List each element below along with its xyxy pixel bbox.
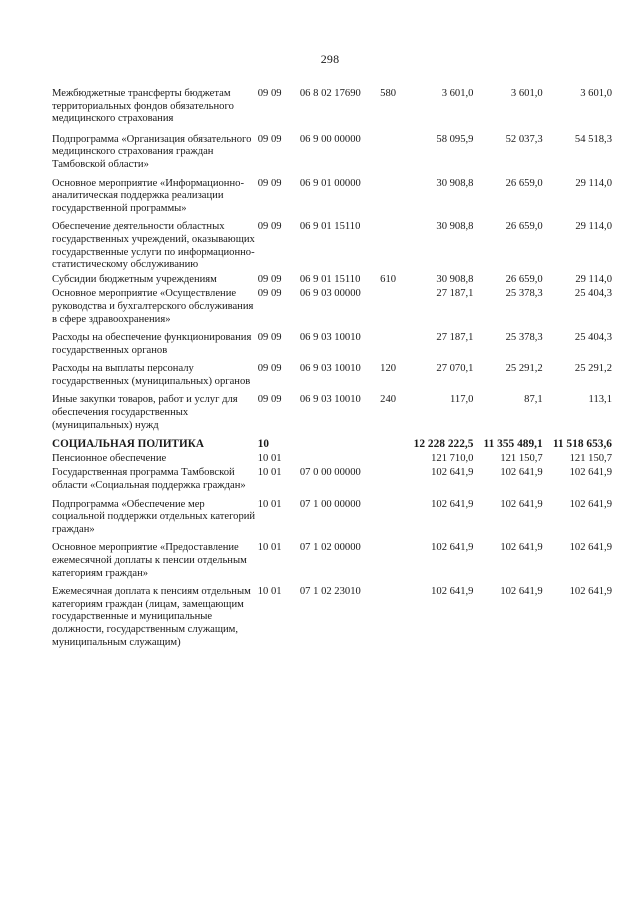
amount-year-3: 25 404,3 [574, 332, 612, 344]
expense-type-code [380, 178, 404, 222]
expense-type-code [380, 499, 404, 543]
amount-year-2: 26 659,0 [505, 177, 543, 189]
amount-year-1: 27 187,1 [436, 332, 474, 344]
expense-type-code [380, 467, 404, 498]
expense-type-code [380, 134, 404, 178]
amount-year-2: 25 378,3 [505, 332, 543, 344]
amount-year-3: 102 641,9 [569, 498, 612, 510]
expense-type-code [380, 221, 404, 273]
section-code: 09 09 [257, 363, 282, 375]
row-name: Субсидии бюджетным учреждениям [52, 273, 217, 285]
expense-type-code [380, 288, 404, 332]
expense-type-code [380, 586, 404, 649]
table-row [52, 499, 612, 543]
section-code: 10 01 [257, 542, 282, 554]
target-article-code [300, 438, 380, 453]
target-article-code: 06 8 02 17690 [299, 88, 361, 99]
row-name: Расходы на выплаты персоналу государственных (муниципальных) органов [52, 363, 251, 387]
section-code: 09 09 [257, 221, 282, 233]
amount-year-2: 102 641,9 [500, 586, 543, 598]
table-row [52, 363, 612, 394]
expense-type-code: 580 [380, 88, 397, 99]
target-article-code: 07 1 02 00000 [299, 542, 361, 554]
table-row [52, 586, 612, 649]
target-article-code: 06 9 03 10010 [299, 332, 361, 344]
amount-year-2: 25 291,2 [505, 363, 543, 375]
amount-year-3: 25 404,3 [574, 288, 612, 300]
section-code: 10 [257, 438, 269, 451]
table-row [52, 288, 612, 332]
section-code: 09 09 [257, 177, 282, 189]
amount-year-3: 3 601,0 [580, 88, 612, 99]
target-article-code: 07 1 00 00000 [299, 498, 361, 510]
table-row [52, 467, 612, 498]
amount-year-2: 26 659,0 [505, 273, 543, 285]
table-row [52, 332, 612, 363]
amount-year-3: 102 641,9 [569, 542, 612, 554]
amount-year-2: 11 355 489,1 [483, 438, 543, 451]
amount-year-3: 121 150,7 [569, 452, 612, 464]
table-row [52, 134, 612, 178]
section-code: 09 09 [257, 88, 282, 99]
section-code: 09 09 [257, 133, 282, 145]
row-name: Подпрограмма «Обеспечение мер социальной поддержки отдельных категорий граждан» [52, 498, 256, 535]
target-article-code: 06 9 03 10010 [299, 363, 361, 375]
amount-year-3: 11 518 653,6 [552, 438, 612, 451]
amount-year-3: 25 291,2 [574, 363, 612, 375]
amount-year-3: 54 518,3 [574, 133, 612, 145]
table-row [52, 394, 612, 438]
target-article-code: 07 1 02 23010 [299, 586, 361, 598]
amount-year-2: 3 601,0 [510, 88, 543, 99]
row-name: Государственная программа Тамбовской области «Социальная поддержка граждан» [52, 467, 246, 492]
amount-year-3: 29 114,0 [575, 273, 612, 285]
expense-type-code: 120 [380, 363, 397, 375]
target-article-code: 07 0 00 00000 [299, 467, 361, 479]
amount-year-1: 58 095,9 [436, 133, 474, 145]
section-code: 10 01 [257, 452, 282, 464]
target-article-code: 06 9 01 15110 [299, 221, 361, 233]
row-name: Иные закупки товаров, работ и услуг для обеспечения государственных (муниципальных) нужд [52, 394, 238, 431]
expense-type-code [380, 438, 404, 453]
target-article-code: 06 9 01 15110 [299, 273, 361, 285]
amount-year-3: 29 114,0 [575, 177, 612, 189]
amount-year-1: 121 710,0 [431, 452, 474, 464]
amount-year-1: 30 908,8 [436, 273, 474, 285]
expense-type-code: 610 [380, 273, 397, 285]
amount-year-1: 102 641,9 [431, 498, 474, 510]
amount-year-2: 52 037,3 [505, 133, 543, 145]
row-name: Расходы на обеспечение функционирования государственных органов [52, 332, 252, 356]
section-code: 10 01 [257, 498, 282, 510]
section-code: 09 09 [257, 394, 282, 406]
table-row [52, 453, 612, 468]
amount-year-1: 30 908,8 [436, 221, 474, 233]
table-row [52, 274, 612, 289]
section-code: 10 01 [257, 467, 282, 479]
amount-year-1: 27 187,1 [436, 288, 474, 300]
expense-type-code [380, 332, 404, 363]
expense-type-code: 240 [380, 394, 397, 406]
amount-year-1: 102 641,9 [431, 586, 474, 598]
amount-year-2: 102 641,9 [500, 498, 543, 510]
expense-type-code [380, 542, 404, 586]
table-row [52, 88, 612, 134]
amount-year-2: 26 659,0 [505, 221, 543, 233]
budget-table-body [52, 88, 612, 649]
amount-year-1: 117,0 [450, 394, 474, 406]
expense-type-code [380, 453, 404, 468]
amount-year-2: 25 378,3 [505, 288, 543, 300]
row-name: Подпрограмма «Организация обязательного медицинского страхования граждан Тамбовской области» [52, 133, 252, 170]
target-article-code: 06 9 01 00000 [299, 177, 361, 189]
row-name: СОЦИАЛЬНАЯ ПОЛИТИКА [52, 438, 204, 451]
row-name: Основное мероприятие «Предоставление ежемесячной доплаты к пенсии отдельным категориям граждан» [52, 542, 247, 579]
section-code: 09 09 [257, 273, 282, 285]
section-code: 10 01 [257, 586, 282, 598]
amount-year-1: 102 641,9 [431, 467, 474, 479]
target-article-code [300, 453, 380, 468]
amount-year-1: 12 228 222,5 [413, 438, 474, 451]
row-name: Основное мероприятие «Информационно-аналитическая поддержка реализации государственной программы» [52, 177, 244, 214]
amount-year-1: 27 070,1 [436, 363, 474, 375]
row-name: Ежемесячная доплата к пенсиям отдельным категориям граждан (лицам, замещающим государственные и муниципальные должности, государственным служащим, муниципальным служащим) [52, 586, 251, 648]
table-row [52, 438, 612, 453]
table-row [52, 542, 612, 586]
amount-year-2: 102 641,9 [500, 542, 543, 554]
amount-year-3: 113,1 [588, 394, 612, 406]
page-number: 298 [320, 52, 340, 66]
section-code: 09 09 [257, 288, 282, 300]
target-article-code: 06 9 03 00000 [299, 288, 361, 300]
amount-year-3: 29 114,0 [575, 221, 612, 233]
amount-year-3: 102 641,9 [569, 467, 612, 479]
row-name: Основное мероприятие «Осуществление руководства и бухгалтерского обслуживания в сфере здравоохранения» [52, 288, 254, 325]
target-article-code: 06 9 00 00000 [299, 133, 361, 145]
amount-year-2: 87,1 [524, 394, 543, 406]
amount-year-1: 102 641,9 [431, 542, 474, 554]
row-name: Межбюджетные трансферты бюджетам территориальных фондов обязательного медицинского страхования [52, 88, 234, 125]
amount-year-2: 102 641,9 [500, 467, 543, 479]
amount-year-3: 102 641,9 [569, 586, 612, 598]
target-article-code: 06 9 03 10010 [299, 394, 361, 406]
row-name: Пенсионное обеспечение [52, 452, 167, 464]
section-code: 09 09 [257, 332, 282, 344]
table-row [52, 178, 612, 222]
table-row [52, 221, 612, 273]
budget-table [52, 88, 612, 649]
amount-year-2: 121 150,7 [500, 452, 543, 464]
row-name: Обеспечение деятельности областных государственных учреждений, оказывающих государственные услуги по информационно-статистическому обслуживанию [52, 221, 255, 271]
amount-year-1: 30 908,8 [436, 177, 474, 189]
amount-year-1: 3 601,0 [441, 88, 474, 99]
